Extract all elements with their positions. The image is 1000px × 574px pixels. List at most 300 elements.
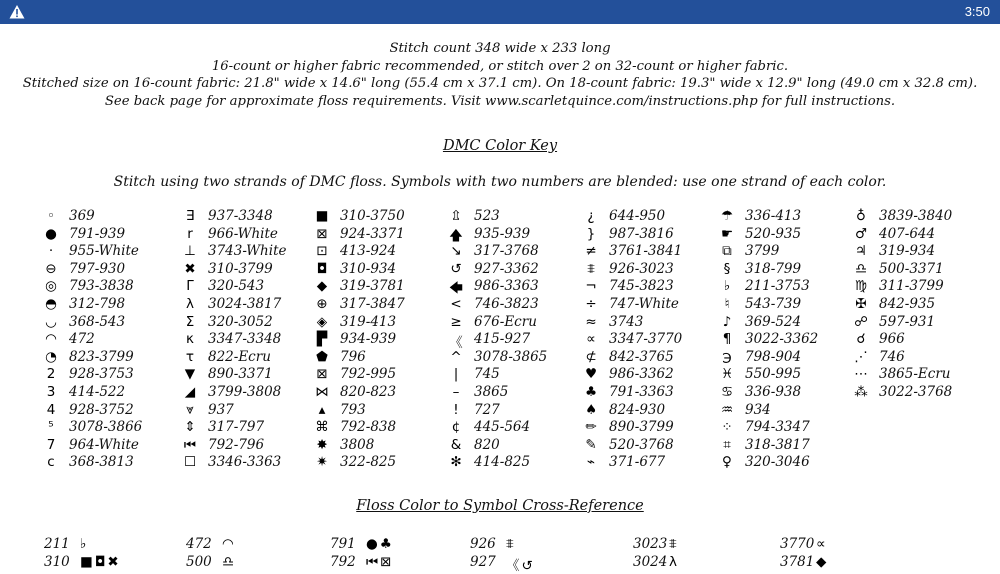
floss-symbol: – [452, 383, 460, 400]
floss-code: 792-838 [340, 419, 397, 436]
floss-code: 319-413 [340, 313, 397, 330]
floss-symbol: ÷ [585, 295, 597, 312]
floss-symbol: ♍ [854, 278, 868, 295]
floss-symbol: ◔ [45, 348, 57, 365]
color-key-entry [42, 226, 182, 244]
color-key-column [718, 208, 858, 472]
color-key-column [852, 208, 992, 402]
color-key-entry [181, 278, 321, 296]
color-key-entry [852, 243, 992, 261]
floss-code: 320-3052 [208, 313, 273, 330]
floss-number: 3023 [633, 536, 668, 552]
floss-symbol: 2 [46, 366, 56, 383]
color-key-entry [718, 366, 858, 384]
floss-symbol: ⊠ [316, 366, 328, 383]
floss-code: 318-3817 [745, 436, 810, 453]
floss-code: 320-3046 [745, 454, 810, 471]
floss-symbol: ◡ [45, 313, 57, 330]
floss-symbol: ☛ [720, 225, 734, 242]
floss-symbol: ♁ [856, 208, 866, 224]
floss-symbol: ⏮ [183, 436, 197, 453]
color-key-entry [42, 314, 182, 332]
floss-code: 3865 [474, 383, 509, 400]
color-key-entry [42, 243, 182, 261]
floss-code: 3078-3865 [474, 348, 548, 365]
color-key-entry [447, 243, 587, 261]
color-key-column [42, 208, 182, 472]
color-key-entry [718, 349, 858, 367]
cross-reference-cell [186, 554, 316, 572]
floss-code: 336-413 [745, 208, 802, 224]
floss-symbol: τ [185, 348, 195, 365]
floss-symbols: λ [669, 554, 679, 570]
floss-symbols: ■◘✖ [80, 554, 121, 570]
color-key-entry [447, 384, 587, 402]
floss-symbol: } [586, 225, 596, 242]
floss-symbol: ≈ [585, 313, 597, 330]
floss-symbol: ⋈ [315, 383, 329, 400]
color-key-entry [181, 226, 321, 244]
color-key-entry [582, 437, 722, 455]
color-key-entry [181, 402, 321, 420]
color-key-entry [181, 366, 321, 384]
color-key-entry [447, 226, 587, 244]
floss-requirements-line: See back page for approximate floss requirements. Visit www.scarletquince.com/instructions.php for full instructions. [104, 93, 896, 109]
color-key-entry [313, 419, 453, 437]
color-key-entry [852, 331, 992, 349]
cross-reference-cell [44, 554, 174, 572]
floss-code: 550-995 [745, 366, 802, 383]
color-key-entry [718, 402, 858, 420]
floss-code: 797-930 [69, 260, 126, 277]
floss-code: 964-White [69, 436, 139, 453]
floss-symbol: ◠ [45, 331, 57, 348]
color-key-title: DMC Color Key [442, 138, 558, 154]
floss-code: 3743-White [208, 243, 287, 260]
color-key-entry [447, 314, 587, 332]
color-key-entry [582, 454, 722, 472]
cross-reference-title: Floss Color to Symbol Cross-Reference [356, 498, 644, 514]
color-key-entry [582, 331, 722, 349]
cross-reference-cell [470, 536, 600, 554]
color-key-entry [42, 402, 182, 420]
floss-symbol: ↺ [450, 260, 462, 277]
floss-symbol: ↘ [450, 243, 462, 260]
floss-code: 407-644 [879, 225, 936, 242]
fabric-recommendation-line: 16-count or higher fabric recommended, or stitch over 2 on 32-count or higher fabric. [211, 58, 789, 74]
floss-symbol: ♒ [720, 401, 734, 418]
color-key-entry [181, 296, 321, 314]
floss-symbol: ≠ [585, 243, 597, 260]
floss-code: 3347-3770 [609, 331, 683, 348]
floss-symbol: < [450, 295, 462, 312]
floss-symbol: ▴ [318, 401, 326, 418]
color-key-entry [852, 208, 992, 226]
floss-symbols: ⩨ [506, 536, 516, 552]
warning-icon [9, 4, 25, 19]
color-key-entry [447, 349, 587, 367]
floss-symbol: λ [186, 295, 194, 312]
floss-code: 747-White [609, 295, 679, 312]
floss-symbols: ♎ [222, 554, 237, 570]
floss-number: 926 [470, 536, 496, 552]
color-key-entry [852, 366, 992, 384]
floss-symbol: ! [453, 401, 459, 418]
floss-code: 311-3799 [879, 278, 944, 295]
floss-code: 523 [474, 208, 500, 224]
cross-reference-cell [780, 536, 910, 554]
floss-code: 413-924 [340, 243, 397, 260]
color-key-entry [718, 243, 858, 261]
color-key-entry [447, 419, 587, 437]
floss-code: 928-3752 [69, 401, 134, 418]
floss-symbol: ♪ [722, 313, 732, 330]
color-key-entry [718, 226, 858, 244]
floss-code: 310-3750 [340, 208, 405, 224]
floss-number: 211 [44, 536, 70, 552]
floss-symbol: ⩨ [587, 260, 595, 277]
color-key-entry [447, 278, 587, 296]
color-key-entry [852, 384, 992, 402]
floss-code: 317-3847 [340, 295, 405, 312]
cross-reference-cell [44, 536, 174, 554]
floss-symbol: ☂ [720, 208, 734, 224]
floss-symbol: ⧉ [722, 243, 732, 260]
floss-number: 792 [330, 554, 356, 570]
floss-symbol: ◦ [47, 208, 55, 224]
floss-symbol: ◓ [45, 295, 57, 312]
color-key-entry [852, 314, 992, 332]
floss-code: 955-White [69, 243, 139, 260]
floss-code: 369-524 [745, 313, 802, 330]
floss-symbol: ♓ [720, 366, 734, 383]
floss-symbol: ≥ [450, 313, 462, 330]
color-key-entry [313, 366, 453, 384]
color-key-entry [313, 314, 453, 332]
color-key-entry [313, 278, 453, 296]
floss-symbol: ◢ [184, 383, 196, 400]
floss-symbols: ∝ [816, 536, 828, 552]
color-key-entry [852, 296, 992, 314]
floss-symbol: ¬ [585, 278, 597, 295]
floss-symbol: ⬟ [316, 348, 328, 365]
cross-reference-cell [330, 536, 460, 554]
floss-number: 310 [44, 554, 70, 570]
floss-number: 927 [470, 554, 496, 570]
color-key-entry [313, 402, 453, 420]
color-key-entry [718, 384, 858, 402]
floss-symbol: c [47, 454, 55, 471]
floss-code: 520-3768 [609, 436, 674, 453]
floss-code: 211-3753 [745, 278, 810, 295]
floss-symbol: ▼ [184, 366, 196, 383]
floss-symbol: ℈ [722, 348, 732, 365]
floss-code: 3024-3817 [208, 295, 282, 312]
floss-code: 368-543 [69, 313, 126, 330]
floss-code: 3839-3840 [879, 208, 953, 224]
floss-symbol: 🡄 [449, 280, 463, 297]
color-key-instructions: Stitch using two strands of DMC floss. Symbols with two numbers are blended: use one strand of each color. [113, 174, 887, 190]
color-key-entry [181, 419, 321, 437]
floss-code: 926-3023 [609, 260, 674, 277]
color-key-entry [181, 261, 321, 279]
floss-symbol: ☐ [183, 454, 197, 471]
color-key-entry [42, 437, 182, 455]
floss-number: 791 [330, 536, 356, 552]
floss-number: 3770 [780, 536, 815, 552]
color-key-entry [447, 366, 587, 384]
color-key-entry [718, 261, 858, 279]
floss-symbol: ✖ [184, 260, 196, 277]
floss-symbol: ⁂ [854, 383, 868, 400]
floss-code: 792-796 [208, 436, 265, 453]
floss-number: 500 [186, 554, 212, 570]
color-key-entry [718, 437, 858, 455]
floss-code: 823-3799 [69, 348, 134, 365]
floss-symbol: ♃ [854, 243, 868, 260]
floss-code: 3346-3363 [208, 454, 282, 471]
floss-code: 727 [474, 401, 500, 418]
color-key-entry [582, 226, 722, 244]
floss-code: 3022-3362 [745, 331, 819, 348]
floss-symbols: ◠ [222, 536, 236, 552]
color-key-entry [582, 366, 722, 384]
color-key-column [447, 208, 587, 472]
floss-symbol: ▛ [316, 331, 328, 348]
floss-code: 310-934 [340, 260, 397, 277]
floss-code: 890-3371 [208, 366, 273, 383]
floss-symbol: ✻ [450, 454, 462, 471]
floss-code: 966-White [208, 225, 278, 242]
floss-symbols: ⏮⊠ [366, 554, 394, 570]
floss-symbol: ¢ [451, 419, 461, 436]
floss-symbol: ⩔ [186, 401, 194, 418]
color-key-column [582, 208, 722, 472]
floss-code: 934-939 [340, 331, 397, 348]
color-key-entry [447, 437, 587, 455]
floss-code: 317-797 [208, 419, 265, 436]
floss-code: 937 [208, 401, 234, 418]
floss-code: 820 [474, 436, 500, 453]
floss-symbol: ∃ [185, 208, 195, 224]
floss-code: 319-3781 [340, 278, 405, 295]
floss-symbol: & [450, 436, 462, 453]
color-key-entry [313, 208, 453, 226]
floss-code: 935-939 [474, 225, 531, 242]
floss-symbol: ♭ [723, 278, 731, 295]
floss-code: 822-Ecru [208, 348, 271, 365]
color-key-entry [42, 384, 182, 402]
floss-symbol: 🡅 [449, 227, 463, 244]
floss-symbol: ♮ [724, 295, 730, 312]
floss-code: 745-3823 [609, 278, 674, 295]
floss-symbol: ⇫ [450, 208, 462, 224]
floss-code: 543-739 [745, 295, 802, 312]
floss-code: 368-3813 [69, 454, 134, 471]
color-key-entry [718, 314, 858, 332]
color-key-entry [313, 437, 453, 455]
floss-code: 597-931 [879, 313, 936, 330]
color-key-entry [852, 349, 992, 367]
floss-symbol: r [187, 225, 193, 242]
floss-symbol: | [453, 366, 459, 383]
floss-code: 336-938 [745, 383, 802, 400]
floss-code: 986-3362 [609, 366, 674, 383]
floss-code: 796 [340, 348, 366, 365]
color-key-entry [582, 208, 722, 226]
color-key-entry [181, 384, 321, 402]
color-key-column [313, 208, 453, 472]
floss-code: 3865-Ecru [879, 366, 951, 383]
floss-symbol: ⊥ [184, 243, 196, 260]
floss-symbol: ⊄ [585, 348, 597, 365]
color-key-entry [42, 331, 182, 349]
color-key-entry [447, 296, 587, 314]
color-key-entry [313, 454, 453, 472]
floss-symbol: ◎ [45, 278, 57, 295]
floss-code: 371-677 [609, 454, 666, 471]
color-key-entry [42, 419, 182, 437]
floss-code: 500-3371 [879, 260, 944, 277]
floss-symbol: ^ [450, 348, 462, 365]
cross-reference-cell [470, 554, 600, 572]
color-key-entry [181, 331, 321, 349]
cross-reference-cell [633, 554, 763, 572]
floss-code: 928-3753 [69, 366, 134, 383]
status-time: 3:50 [964, 4, 990, 19]
floss-symbol: ♂ [854, 225, 868, 242]
floss-symbol: ♀ [722, 454, 732, 471]
status-bar [0, 0, 1000, 24]
floss-symbol: ✠ [855, 295, 867, 312]
floss-code: 3078-3866 [69, 419, 143, 436]
floss-code: 414-825 [474, 454, 531, 471]
floss-symbol: 4 [46, 401, 56, 418]
floss-code: 966 [879, 331, 905, 348]
floss-symbol: ☍ [854, 313, 868, 330]
floss-code: 3761-3841 [609, 243, 683, 260]
floss-symbols: ♭ [80, 536, 89, 552]
floss-code: 793 [340, 401, 366, 418]
floss-code: 791-3363 [609, 383, 674, 400]
color-key-entry [718, 331, 858, 349]
floss-code: 793-3838 [69, 278, 134, 295]
floss-code: 820-823 [340, 383, 397, 400]
floss-number: 472 [186, 536, 212, 552]
floss-symbol: ⌘ [315, 419, 329, 436]
color-key-entry [42, 208, 182, 226]
color-key-entry [447, 331, 587, 352]
floss-symbol: Γ [186, 278, 194, 295]
color-key-entry [582, 419, 722, 437]
floss-symbol: ⊡ [316, 243, 328, 260]
floss-number: 3024 [633, 554, 668, 570]
floss-code: 746 [879, 348, 905, 365]
color-key-entry [582, 402, 722, 420]
floss-code: 676-Ecru [474, 313, 537, 330]
floss-code: 937-3348 [208, 208, 273, 224]
cross-reference-cell [633, 536, 763, 554]
color-key-entry [447, 402, 587, 420]
floss-symbol: ◘ [316, 260, 328, 277]
color-key-entry [42, 261, 182, 279]
floss-code: 791-939 [69, 225, 126, 242]
color-key-entry [181, 208, 321, 226]
color-key-entry [42, 296, 182, 314]
color-key-entry [582, 349, 722, 367]
floss-symbol: ♎ [854, 260, 868, 277]
floss-symbol: 7 [46, 436, 56, 453]
color-key-entry [852, 226, 992, 244]
floss-code: 3022-3768 [879, 383, 953, 400]
document-page[interactable] [0, 24, 1000, 574]
color-key-entry [42, 454, 182, 472]
floss-code: 3347-3348 [208, 331, 282, 348]
floss-symbol: ⊠ [316, 225, 328, 242]
color-key-entry [181, 243, 321, 261]
color-key-column [181, 208, 321, 472]
floss-symbol: ¶ [722, 331, 732, 348]
color-key-entry [42, 278, 182, 296]
cross-reference-cell [780, 554, 910, 572]
floss-code: 312-798 [69, 295, 126, 312]
floss-symbol: ⋯ [854, 366, 868, 383]
floss-symbol: ♠ [584, 401, 598, 418]
color-key-entry [852, 278, 992, 296]
floss-code: 842-3765 [609, 348, 674, 365]
floss-code: 890-3799 [609, 419, 674, 436]
floss-symbol: ♣ [584, 383, 598, 400]
floss-symbol: ∝ [586, 331, 596, 348]
floss-symbol: ¿ [587, 208, 595, 224]
floss-code: 745 [474, 366, 500, 383]
stitch-count-line: Stitch count 348 wide x 233 long [389, 41, 611, 56]
floss-code: 445-564 [474, 419, 531, 436]
floss-code: 798-904 [745, 348, 802, 365]
floss-code: 415-927 [474, 331, 531, 348]
floss-code: 934 [745, 401, 771, 418]
color-key-entry [582, 314, 722, 332]
floss-symbol: ♥ [584, 366, 598, 383]
floss-symbol: ◈ [316, 313, 328, 330]
floss-symbol: ⊕ [316, 295, 328, 312]
floss-symbol: § [723, 260, 731, 277]
floss-code: 3799 [745, 243, 780, 260]
cross-reference-cell [186, 536, 316, 554]
color-key-entry [313, 384, 453, 402]
floss-symbol: ● [45, 225, 57, 242]
color-key-entry [718, 419, 858, 437]
floss-symbols: ⩨ [669, 536, 679, 552]
floss-symbol: ✏ [585, 419, 597, 436]
floss-code: 414-522 [69, 383, 126, 400]
floss-symbol: ⋰ [854, 348, 868, 365]
color-key-entry [313, 226, 453, 244]
color-key-entry [313, 261, 453, 279]
color-key-entry [313, 331, 453, 349]
floss-code: 369 [69, 208, 95, 224]
floss-symbol: Σ [185, 313, 195, 330]
floss-symbol: ☌ [856, 331, 866, 348]
color-key-entry [718, 296, 858, 314]
color-key-entry [582, 261, 722, 279]
cross-reference-cell [330, 554, 460, 572]
color-key-entry [447, 454, 587, 472]
floss-symbol: ⌁ [586, 454, 596, 471]
floss-code: 746-3823 [474, 295, 539, 312]
floss-symbol: ◆ [316, 278, 328, 295]
floss-code: 794-3347 [745, 419, 810, 436]
